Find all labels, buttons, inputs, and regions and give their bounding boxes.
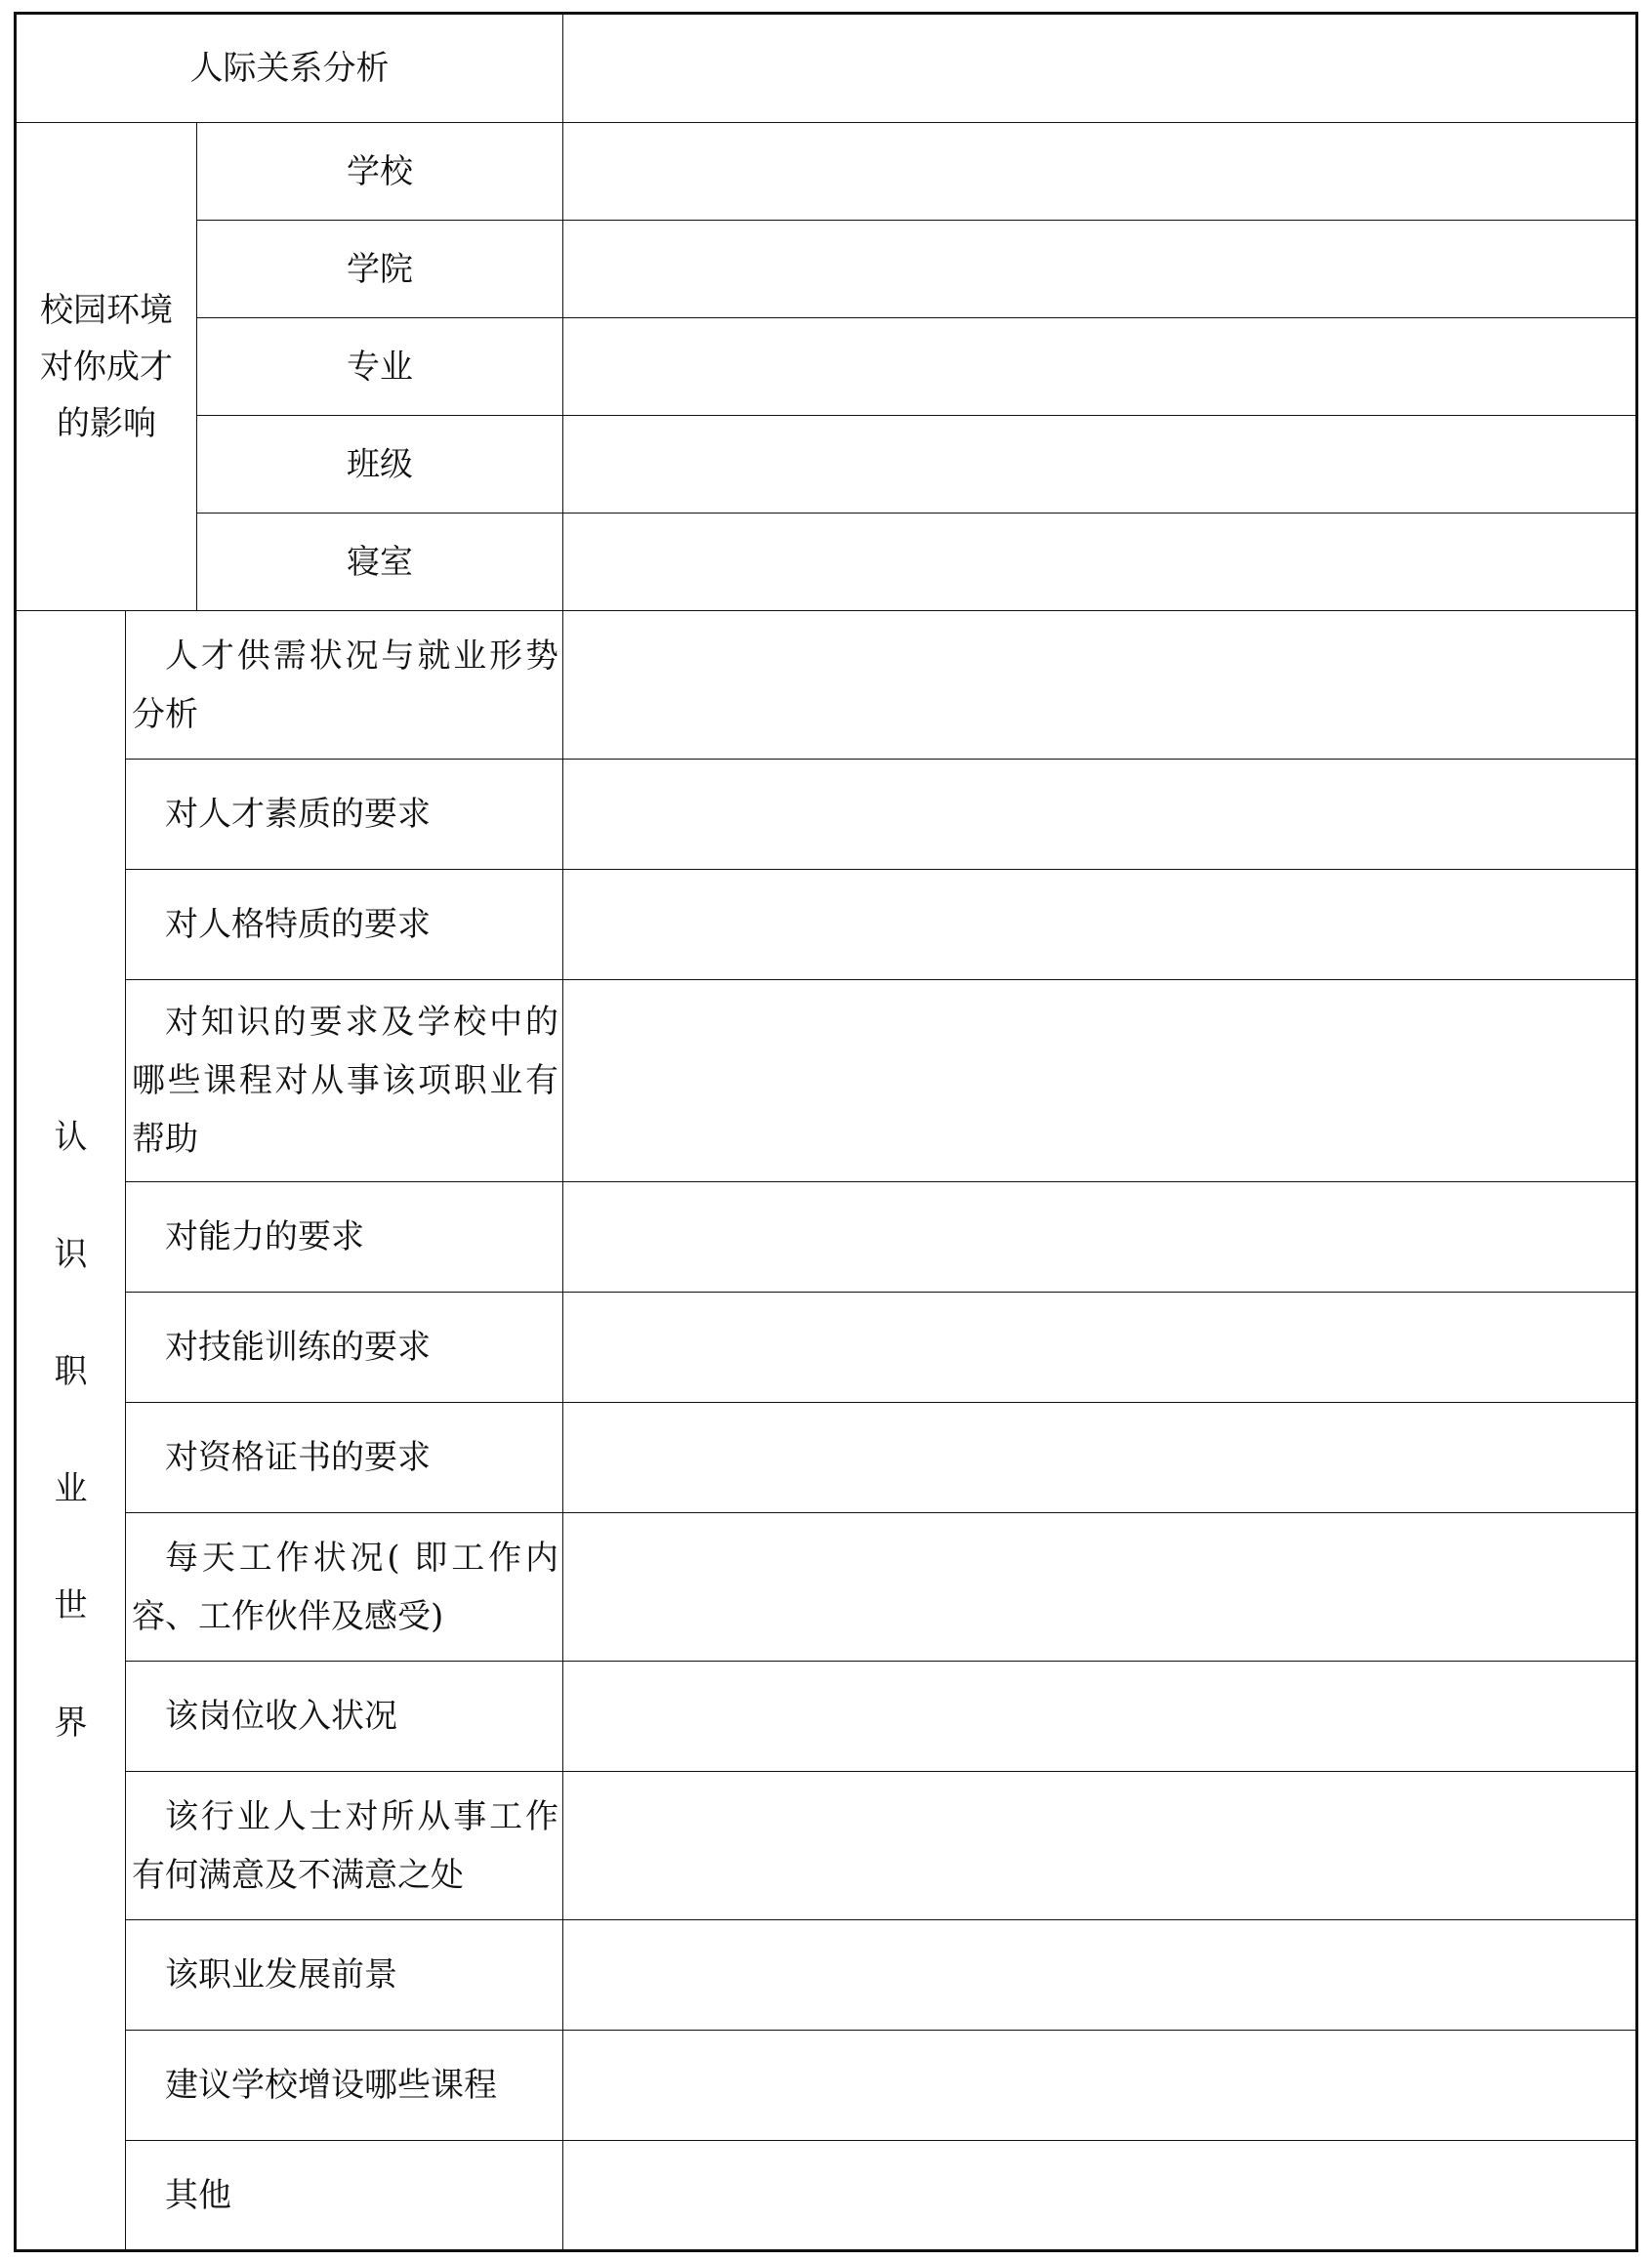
career-item-text: 该岗位收入状况 bbox=[165, 1697, 397, 1736]
table-row bbox=[16, 980, 1637, 1182]
career-item-supply-demand bbox=[126, 611, 563, 760]
table-row bbox=[16, 1772, 1637, 1920]
career-item-other bbox=[126, 2141, 563, 2251]
career-world-group-label bbox=[16, 611, 126, 2251]
table-row bbox=[16, 2141, 1637, 2251]
campus-item-class: 班级 bbox=[197, 416, 563, 514]
career-item-daily-work bbox=[126, 1513, 563, 1662]
career-item-suggested-courses bbox=[126, 2031, 563, 2141]
career-item-text: 对人才素质的要求 bbox=[165, 795, 431, 834]
career-item-text: 对知识的要求及学校中的哪些课程对从事该项职业有帮助 bbox=[132, 1003, 559, 1159]
table-row bbox=[16, 1182, 1637, 1293]
group-label-char: 业 bbox=[54, 1469, 88, 1508]
career-answer-cell[interactable] bbox=[563, 2141, 1637, 2251]
career-item-text: 对资格证书的要求 bbox=[165, 1438, 431, 1477]
campus-environment-group-label bbox=[16, 123, 197, 611]
group-label-char: 认 bbox=[54, 1118, 88, 1157]
career-item-text: 建议学校增设哪些课程 bbox=[165, 2066, 497, 2105]
career-answer-cell[interactable] bbox=[563, 870, 1637, 980]
table-row bbox=[16, 760, 1637, 870]
interpersonal-analysis-answer-cell[interactable] bbox=[563, 14, 1637, 123]
career-item-income bbox=[126, 1662, 563, 1772]
career-item-knowledge-courses bbox=[126, 980, 563, 1182]
career-item-text: 其他 bbox=[165, 2175, 231, 2215]
campus-item-school: 学校 bbox=[197, 123, 563, 221]
table-row bbox=[16, 611, 1637, 760]
campus-major-answer-cell[interactable] bbox=[563, 318, 1637, 416]
career-answer-cell[interactable] bbox=[563, 1293, 1637, 1403]
group-label-char: 识 bbox=[54, 1235, 88, 1274]
campus-item-dormitory: 寝室 bbox=[197, 514, 563, 611]
campus-item-major: 专业 bbox=[197, 318, 563, 416]
table-row bbox=[16, 318, 1637, 416]
career-planning-form-table bbox=[14, 12, 1638, 2252]
group-label-char: 世 bbox=[54, 1586, 88, 1625]
career-answer-cell[interactable] bbox=[563, 1772, 1637, 1920]
campus-item-college: 学院 bbox=[197, 221, 563, 318]
career-item-ability bbox=[126, 1182, 563, 1293]
group-label-char: 职 bbox=[54, 1352, 88, 1391]
career-item-talent-quality bbox=[126, 760, 563, 870]
career-answer-cell[interactable] bbox=[563, 760, 1637, 870]
career-answer-cell[interactable] bbox=[563, 1662, 1637, 1772]
campus-school-answer-cell[interactable] bbox=[563, 123, 1637, 221]
career-answer-cell[interactable] bbox=[563, 1513, 1637, 1662]
table-row bbox=[16, 123, 1637, 221]
career-item-certificates bbox=[126, 1403, 563, 1513]
campus-dormitory-answer-cell[interactable] bbox=[563, 514, 1637, 611]
table-row bbox=[16, 14, 1637, 123]
group-label-line: 校园环境 bbox=[40, 290, 173, 330]
career-answer-cell[interactable] bbox=[563, 1182, 1637, 1293]
group-label-line: 的影响 bbox=[57, 403, 156, 443]
career-item-text: 人才供需状况与就业形势分析 bbox=[132, 636, 559, 734]
table-row bbox=[16, 1513, 1637, 1662]
table-row bbox=[16, 1403, 1637, 1513]
campus-college-answer-cell[interactable] bbox=[563, 221, 1637, 318]
table-row bbox=[16, 416, 1637, 514]
campus-class-answer-cell[interactable] bbox=[563, 416, 1637, 514]
table-row bbox=[16, 514, 1637, 611]
career-item-skills-training bbox=[126, 1293, 563, 1403]
career-item-text: 每天工作状况( 即工作内容、工作伙伴及感受) bbox=[132, 1538, 559, 1636]
career-answer-cell[interactable] bbox=[563, 1920, 1637, 2031]
career-item-prospects bbox=[126, 1920, 563, 2031]
career-answer-cell[interactable] bbox=[563, 2031, 1637, 2141]
career-answer-cell[interactable] bbox=[563, 980, 1637, 1182]
table-row bbox=[16, 1920, 1637, 2031]
career-item-text: 该行业人士对所从事工作有何满意及不满意之处 bbox=[132, 1796, 559, 1895]
career-answer-cell[interactable] bbox=[563, 1403, 1637, 1513]
career-item-personality bbox=[126, 870, 563, 980]
career-item-text: 对能力的要求 bbox=[165, 1217, 364, 1256]
table-row bbox=[16, 2031, 1637, 2141]
table-row bbox=[16, 870, 1637, 980]
interpersonal-analysis-label: 人际关系分析 bbox=[16, 14, 563, 123]
table-row bbox=[16, 221, 1637, 318]
table-row bbox=[16, 1293, 1637, 1403]
group-label-char: 界 bbox=[54, 1704, 88, 1743]
career-item-satisfaction bbox=[126, 1772, 563, 1920]
career-item-text: 该职业发展前景 bbox=[165, 1955, 397, 1994]
career-item-text: 对技能训练的要求 bbox=[165, 1328, 431, 1367]
table-row bbox=[16, 1662, 1637, 1772]
group-label-line: 对你成才 bbox=[40, 347, 173, 387]
career-answer-cell[interactable] bbox=[563, 611, 1637, 760]
career-item-text: 对人格特质的要求 bbox=[165, 905, 431, 944]
